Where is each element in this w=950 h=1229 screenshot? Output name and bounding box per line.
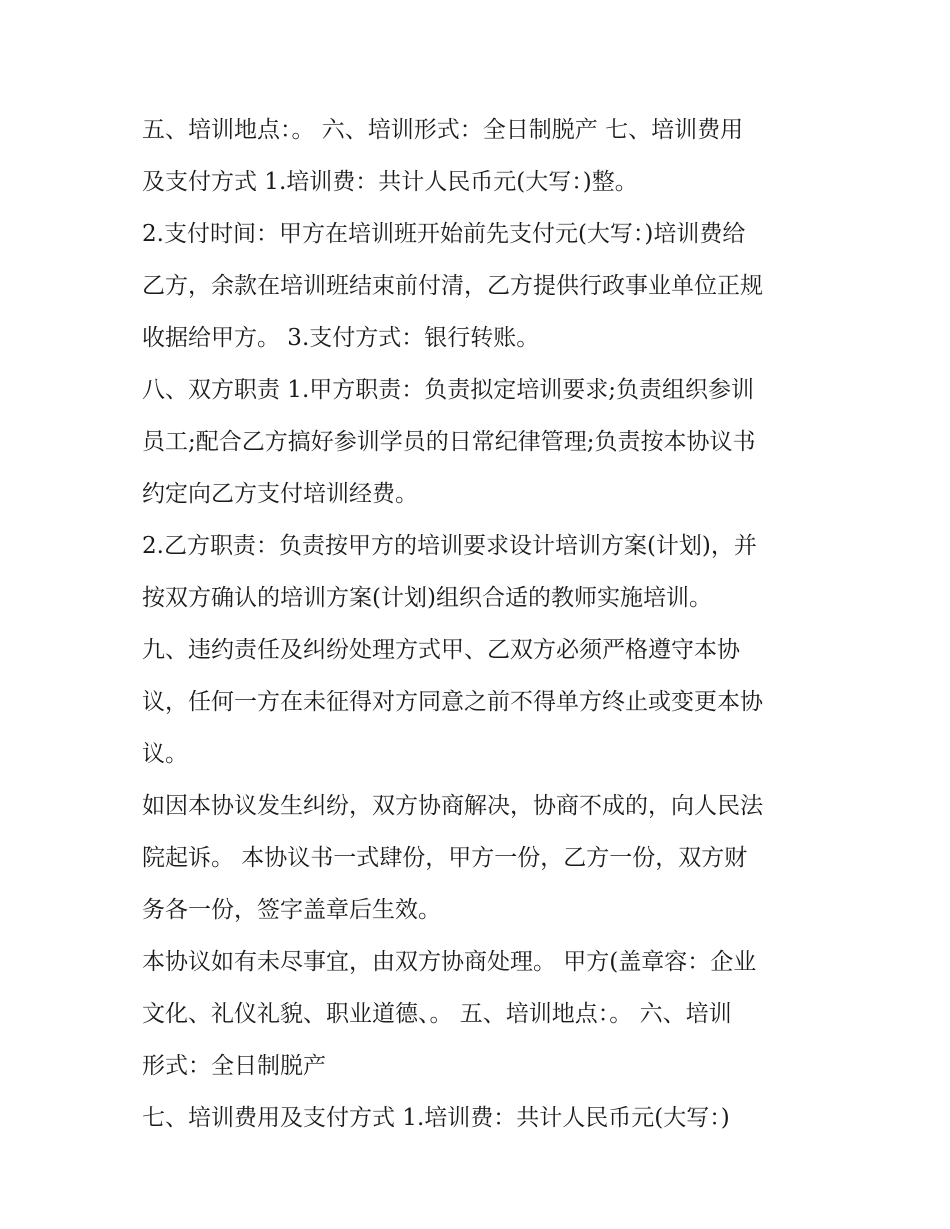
text-line: 2.乙方职责：负责按甲方的培训要求设计培训方案(计划)，并 (142, 533, 757, 559)
text-line: 院起诉。 本协议书一式肆份，甲方一份，乙方一份，双方财 (142, 845, 748, 871)
text-line: 务各一份，签字盖章后生效。 (142, 897, 441, 923)
text-line: 及支付方式 1.培训费：共计人民币元(大写：)整。 (142, 169, 638, 195)
text-line: 形式：全日制脱产 (142, 1053, 326, 1079)
text-line: 按双方确认的培训方案(计划)组织合适的教师实施培训。 (142, 585, 712, 611)
text-line: 九、违约责任及纠纷处理方式甲、乙双方必须严格遵守本协 (142, 637, 740, 663)
text-line: 五、培训地点：。 六、培训形式：全日制脱产 七、培训费用 (142, 117, 744, 143)
text-line: 本协议如有未尽事宜，由双方协商处理。 甲方(盖章容：企业 (142, 949, 757, 975)
text-line: 约定向乙方支付培训经费。 (142, 481, 418, 507)
text-line: 议，任何一方在未征得对方同意之前不得单方终止或变更本协 (142, 689, 763, 715)
text-line: 员工;配合乙方搞好参训学员的日常纪律管理;负责按本协议书 (142, 429, 756, 455)
text-line: 收据给甲方。 3.支付方式：银行转账。 (142, 325, 540, 351)
text-line: 八、双方职责 1.甲方职责：负责拟定培训要求;负责组织参训 (142, 377, 755, 403)
text-line: 文化、礼仪礼貌、职业道德、。 五、培训地点：。 六、培训 (142, 1001, 732, 1027)
text-line: 议。 (142, 741, 188, 767)
text-line: 如因本协议发生纠纷，双方协商解决，协商不成的，向人民法 (142, 793, 763, 819)
text-line: 2.支付时间：甲方在培训班开始前先支付元(大写：)培训费给 (142, 221, 746, 247)
text-line: 七、培训费用及支付方式 1.培训费：共计人民币元(大写：) (142, 1105, 730, 1131)
document-body (142, 104, 822, 1144)
text-line: 乙方，余款在培训班结束前付清，乙方提供行政事业单位正规 (142, 273, 763, 299)
